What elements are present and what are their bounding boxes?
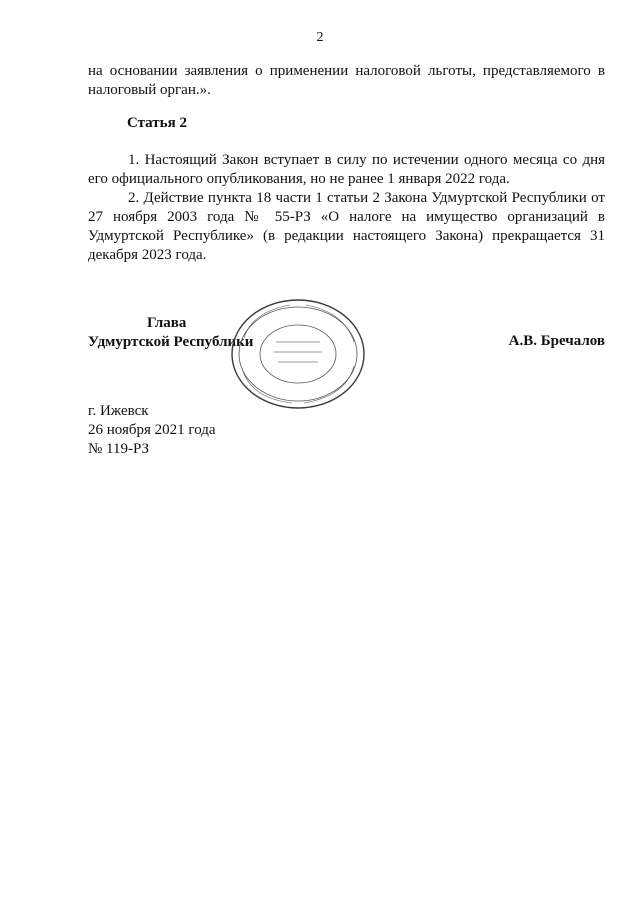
page-number: 2 [316, 30, 324, 45]
article-item-1: 1. Настоящий Закон вступает в силу по истечении одного месяца со дня его официального опубликования, но не ранее 1 января 2022 года. [88, 152, 605, 187]
intro-paragraph: на основании заявления о применении налоговой льготы, представляемого в налоговый орган.». [88, 63, 605, 98]
footer-block [88, 402, 216, 459]
law-number: № 119-РЗ [88, 441, 150, 457]
signatory-name: А.В. Бречалов [508, 333, 605, 349]
official-seal [230, 298, 366, 410]
article-heading: Статья 2 [127, 115, 187, 131]
date: 26 ноября 2021 года [88, 422, 216, 438]
signature-role-line2: Удмуртской Республики [88, 334, 254, 350]
city: г. Ижевск [88, 403, 149, 419]
article-item-2: 2. Действие пункта 18 части 1 статьи 2 Закона Удмуртской Республики от 27 ноября 2003 года № 55-РЗ «О налоге на имущество организаций в Удмуртской Республике» (в редакции настоящего Закона) прекращается 31 декабря 2023 года. [88, 190, 605, 263]
signature-role-line1: Глава [147, 315, 187, 331]
